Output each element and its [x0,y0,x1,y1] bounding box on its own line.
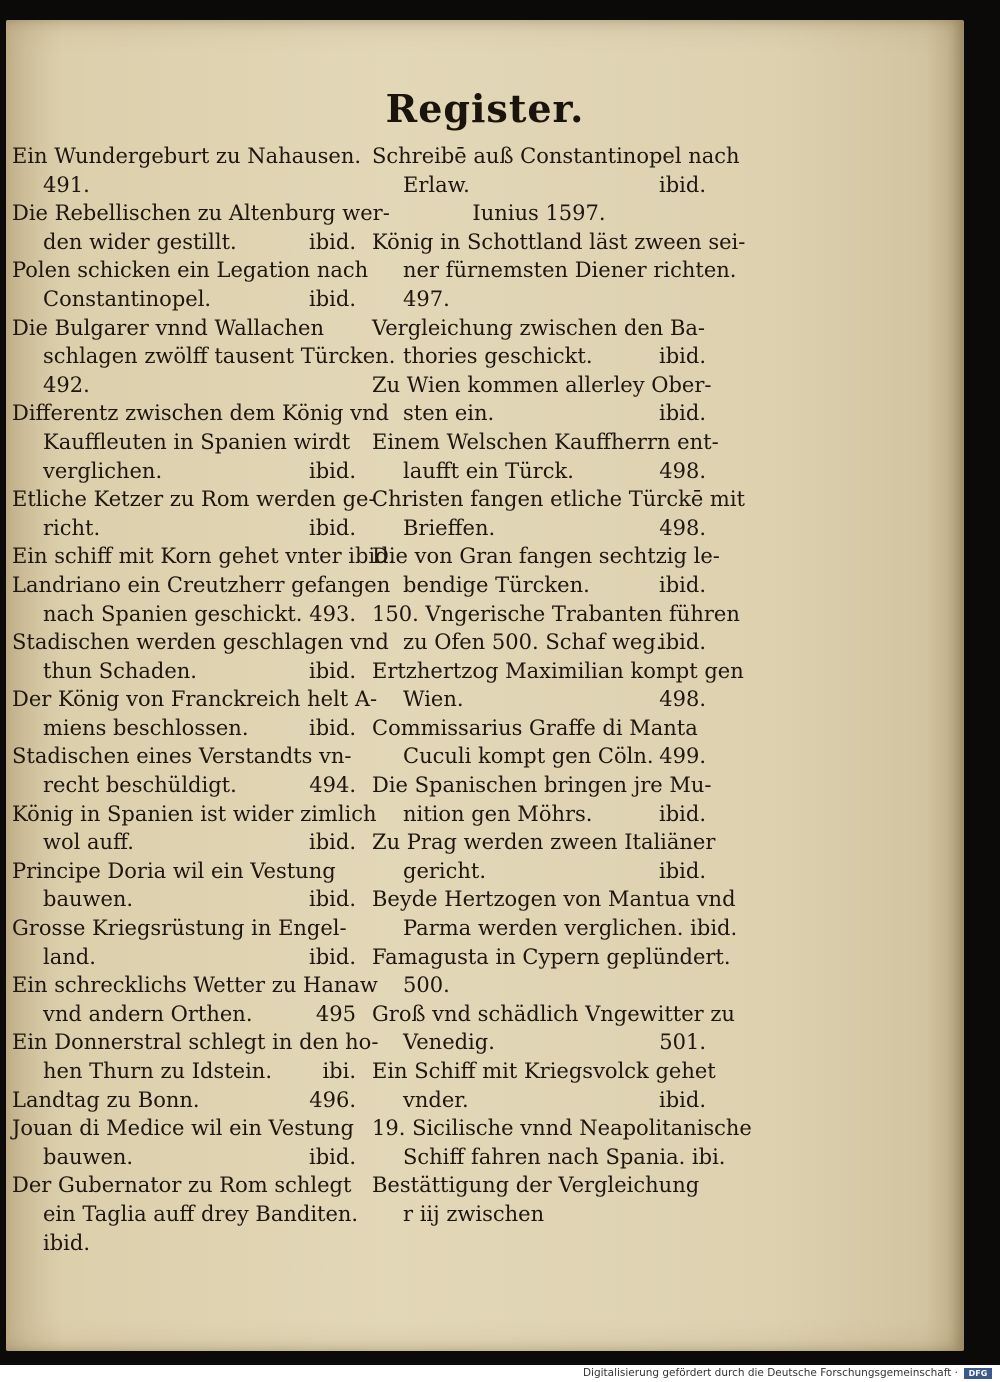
register-line [372,657,744,686]
register-line [372,142,740,171]
register-line [12,1143,356,1172]
register-column-right [372,142,752,1229]
register-line [372,828,716,857]
register-line [12,571,391,600]
register-line [372,1200,706,1229]
funding-notice: Digitalisierung gefördert durch die Deutsche Forschungsgemeinschaft · [582,1367,958,1379]
page-reference: ibid. [309,286,356,311]
register-line [12,228,356,257]
register-line [372,314,706,343]
page-reference: ibid. [309,458,356,483]
register-line [372,857,706,886]
page-reference: ibid. [309,229,356,254]
register-line [372,914,738,943]
page-reference: ibid. [309,658,356,683]
register-line [12,256,369,285]
entry-text: sten ein. [403,401,495,426]
entry-text: Ein Schiff mit Kriegsvolck gehet [372,1059,716,1083]
register-line [12,485,376,514]
register-line [12,1171,356,1200]
register-line [372,485,745,514]
register-line [372,256,737,285]
page-reference: ibid. [309,1144,356,1169]
page-reference: ibid. [659,344,706,369]
entry-text: Die von Gran fangen sechtzig le- [372,544,720,569]
entry-text: Grosse Kriegsrüstung in Engel- [12,916,347,941]
register-line [12,314,356,343]
entry-text: Jouan di Medice wil ein Vestung [12,1116,354,1141]
register-line [372,342,706,371]
dfg-logo: DFG [964,1368,992,1379]
register-line [12,371,356,400]
register-line [372,571,706,600]
entry-text: Die Rebellischen zu Altenburg wer- [12,201,390,226]
entry-text: thories geschickt. [403,344,593,369]
entry-text: Zu Prag werden zween Italiäner [372,830,716,855]
register-line [372,771,712,800]
page-reference: 494. [309,773,356,798]
register-line [12,1028,379,1057]
book-page [6,20,964,1351]
register-line [372,1171,706,1200]
entry-text: 150. Vngerische Trabanten führen [372,601,740,626]
register-line [12,885,356,914]
page-reference: 496. [309,1087,356,1112]
entry-text: vnd andern Orthen. [43,1001,253,1026]
entry-text: gericht. [403,858,487,883]
register-line [12,457,356,486]
register-line [372,428,719,457]
register-line [12,628,389,657]
entry-text: Ein schiff mit Korn gehet vnter ibid. [12,544,396,569]
register-line [12,685,378,714]
entry-text: Bestättigung der Vergleichung [372,1173,700,1198]
entry-text: ein Taglia auff drey Banditen. [43,1201,359,1226]
register-line [12,428,356,457]
page-reference: ibid. [309,830,356,855]
register-line [372,800,706,829]
page-reference: ibid. [309,887,356,912]
register-line [12,542,396,571]
register-line [12,171,356,200]
entry-text: bendige Türcken. [403,572,590,597]
register-line [372,714,706,743]
page-title: Register. [385,86,585,131]
register-line [372,399,706,428]
register-line [372,514,706,543]
page-reference: ibid. [309,515,356,540]
register-line [372,1028,706,1057]
register-line [372,628,706,657]
register-line [12,714,356,743]
entry-text: recht beschüldigt. [43,773,237,798]
register-line [12,857,356,886]
register-line [12,800,377,829]
register-line [12,514,356,543]
entry-text: 492. [43,372,90,397]
entry-text: Stadischen werden geschlagen vnd [12,630,389,655]
page-reference: ibid. [309,944,356,969]
register-line [372,285,706,314]
entry-text: bauwen. [43,1144,134,1169]
entry-text: schlagen zwölff tausent Türcken. [43,344,396,369]
entry-text: laufft ein Türck. [403,458,574,483]
entry-text: Parma werden verglichen. ibid. [403,916,738,941]
entry-text: 497. [403,286,450,311]
register-line [12,1086,356,1115]
entry-text: richt. [43,515,101,540]
entry-text: thun Schaden. [43,658,197,683]
page-reference: ibi. [322,1059,356,1083]
entry-text: Der König von Franckreich helt A- [12,687,378,712]
register-line [12,399,389,428]
register-line [12,943,356,972]
register-line [12,971,378,1000]
register-line [12,742,356,771]
entry-text: Constantinopel. [43,286,212,311]
entry-text: Ertzhertzog Maximilian kompt gen [372,658,744,683]
entry-text: Brieffen. [403,515,496,540]
entry-text: land. [43,944,96,969]
register-line [12,1229,356,1258]
entry-text: König in Schottland läst zween sei- [372,229,746,254]
register-line [372,1143,726,1172]
register-line [12,1057,356,1086]
register-line [12,1200,359,1229]
register-line [12,199,390,228]
register-line [372,1114,752,1143]
register-line [372,742,706,771]
register-line [372,457,706,486]
entry-text: Schreibē auß Constantinopel nach [372,144,740,168]
page-reference: 495 [315,1001,356,1026]
register-line [12,142,362,171]
register-line [12,1000,356,1029]
register-line [12,342,396,371]
register-line [372,228,746,257]
entry-text: Ein Donnerstral schlegt in den ho- [12,1030,379,1055]
page-reference: 493. [309,601,356,626]
entry-text: nach Spanien geschickt. [43,601,303,626]
entry-text: nition gen Möhrs. [403,801,593,826]
entry-text: r iij zwischen [403,1201,545,1226]
entry-text: Cuculi kompt gen Cöln. [403,744,654,769]
page-reference: ibid. [659,572,706,597]
page-reference: 498. [659,515,706,540]
page-reference: 498. [659,687,706,712]
entry-text: Iunius 1597. [472,201,606,226]
register-line [12,771,356,800]
entry-text: Beyde Hertzogen von Mantua vnd [372,887,736,912]
register-line [372,1000,735,1029]
register-line [372,199,706,228]
entry-text: Vergleichung zwischen den Ba- [372,315,706,340]
entry-text: Differentz zwischen dem König vnd [12,401,389,426]
entry-text: miens beschlossen. [43,715,249,740]
register-line [372,885,736,914]
entry-text: 500. [403,973,450,998]
entry-text: Zu Wien kommen allerley Ober- [372,372,712,397]
entry-text: vnder. [403,1087,469,1112]
entry-text: zu Ofen 500. Schaf weg. [403,630,663,655]
register-line [12,1114,356,1143]
entry-text: ibid. [43,1230,90,1255]
entry-text: Landriano ein Creutzherr gefangen [12,572,391,597]
page-reference: 498. [659,458,706,483]
entry-text: Ein schrecklichs Wetter zu Hanaw [12,973,378,998]
entry-text: König in Spanien ist wider zimlich [12,801,377,826]
entry-text: Die Spanischen bringen jre Mu- [372,773,712,798]
footer-bar [0,1365,1000,1382]
register-line [12,657,356,686]
page-reference: ibid. [659,801,706,826]
page-reference: ibid. [659,1087,706,1112]
register-line [12,600,356,629]
page-reference: ibid. [309,715,356,740]
register-line [372,371,712,400]
page-reference: ibid. [659,401,706,426]
entry-text: Venedig. [403,1030,495,1055]
entry-text: Famagusta in Cypern geplündert. [372,944,731,969]
register-line [12,828,356,857]
page-reference: ibid. [659,858,706,883]
entry-text: ner fürnemsten Diener richten. [403,258,737,283]
entry-text: Etliche Ketzer zu Rom werden ge- [12,487,376,512]
entry-text: Ein Wundergeburt zu Nahausen. [12,144,362,168]
page-reference: 499. [659,744,706,769]
register-line [372,171,706,200]
entry-text: Einem Welschen Kauffherrn ent- [372,429,719,454]
register-line [372,1086,706,1115]
entry-text: Stadischen eines Verstandts vn- [12,744,352,769]
entry-text: 19. Sicilische vnnd Neapolitanische [372,1116,752,1141]
entry-text: Principe Doria wil ein Vestung [12,858,336,883]
entry-text: wol auff. [43,830,134,855]
entry-text: verglichen. [43,458,163,483]
entry-text: Landtag zu Bonn. [12,1087,200,1112]
entry-text: Polen schicken ein Legation nach [12,258,369,283]
register-line [372,542,720,571]
register-line [372,943,731,972]
register-line [372,971,706,1000]
register-column-left [12,142,396,1257]
entry-text: 491. [43,172,90,197]
entry-text: Der Gubernator zu Rom schlegt [12,1173,352,1198]
page-reference: ibid. [659,630,706,655]
entry-text: Kauffleuten in Spanien wirdt [43,429,351,454]
register-line [372,685,706,714]
entry-text: Erlaw. [403,172,470,197]
register-line [12,285,356,314]
entry-text: Schiff fahren nach Spania. ibi. [403,1144,726,1169]
register-line [372,600,740,629]
page-reference: 501. [659,1030,706,1055]
entry-text: bauwen. [43,887,134,912]
page-reference: ibid. [659,172,706,197]
entry-text: Wien. [403,687,464,712]
entry-text: Groß vnd schädlich Vngewitter zu [372,1001,735,1026]
entry-text: hen Thurn zu Idstein. [43,1059,273,1083]
entry-text: Christen fangen etliche Türckē mit [372,487,745,512]
register-line [372,1057,716,1086]
entry-text: Commissarius Graffe di Manta [372,715,698,740]
entry-text: Die Bulgarer vnnd Wallachen [12,315,324,340]
entry-text: den wider gestillt. [43,229,237,254]
register-line [12,914,356,943]
